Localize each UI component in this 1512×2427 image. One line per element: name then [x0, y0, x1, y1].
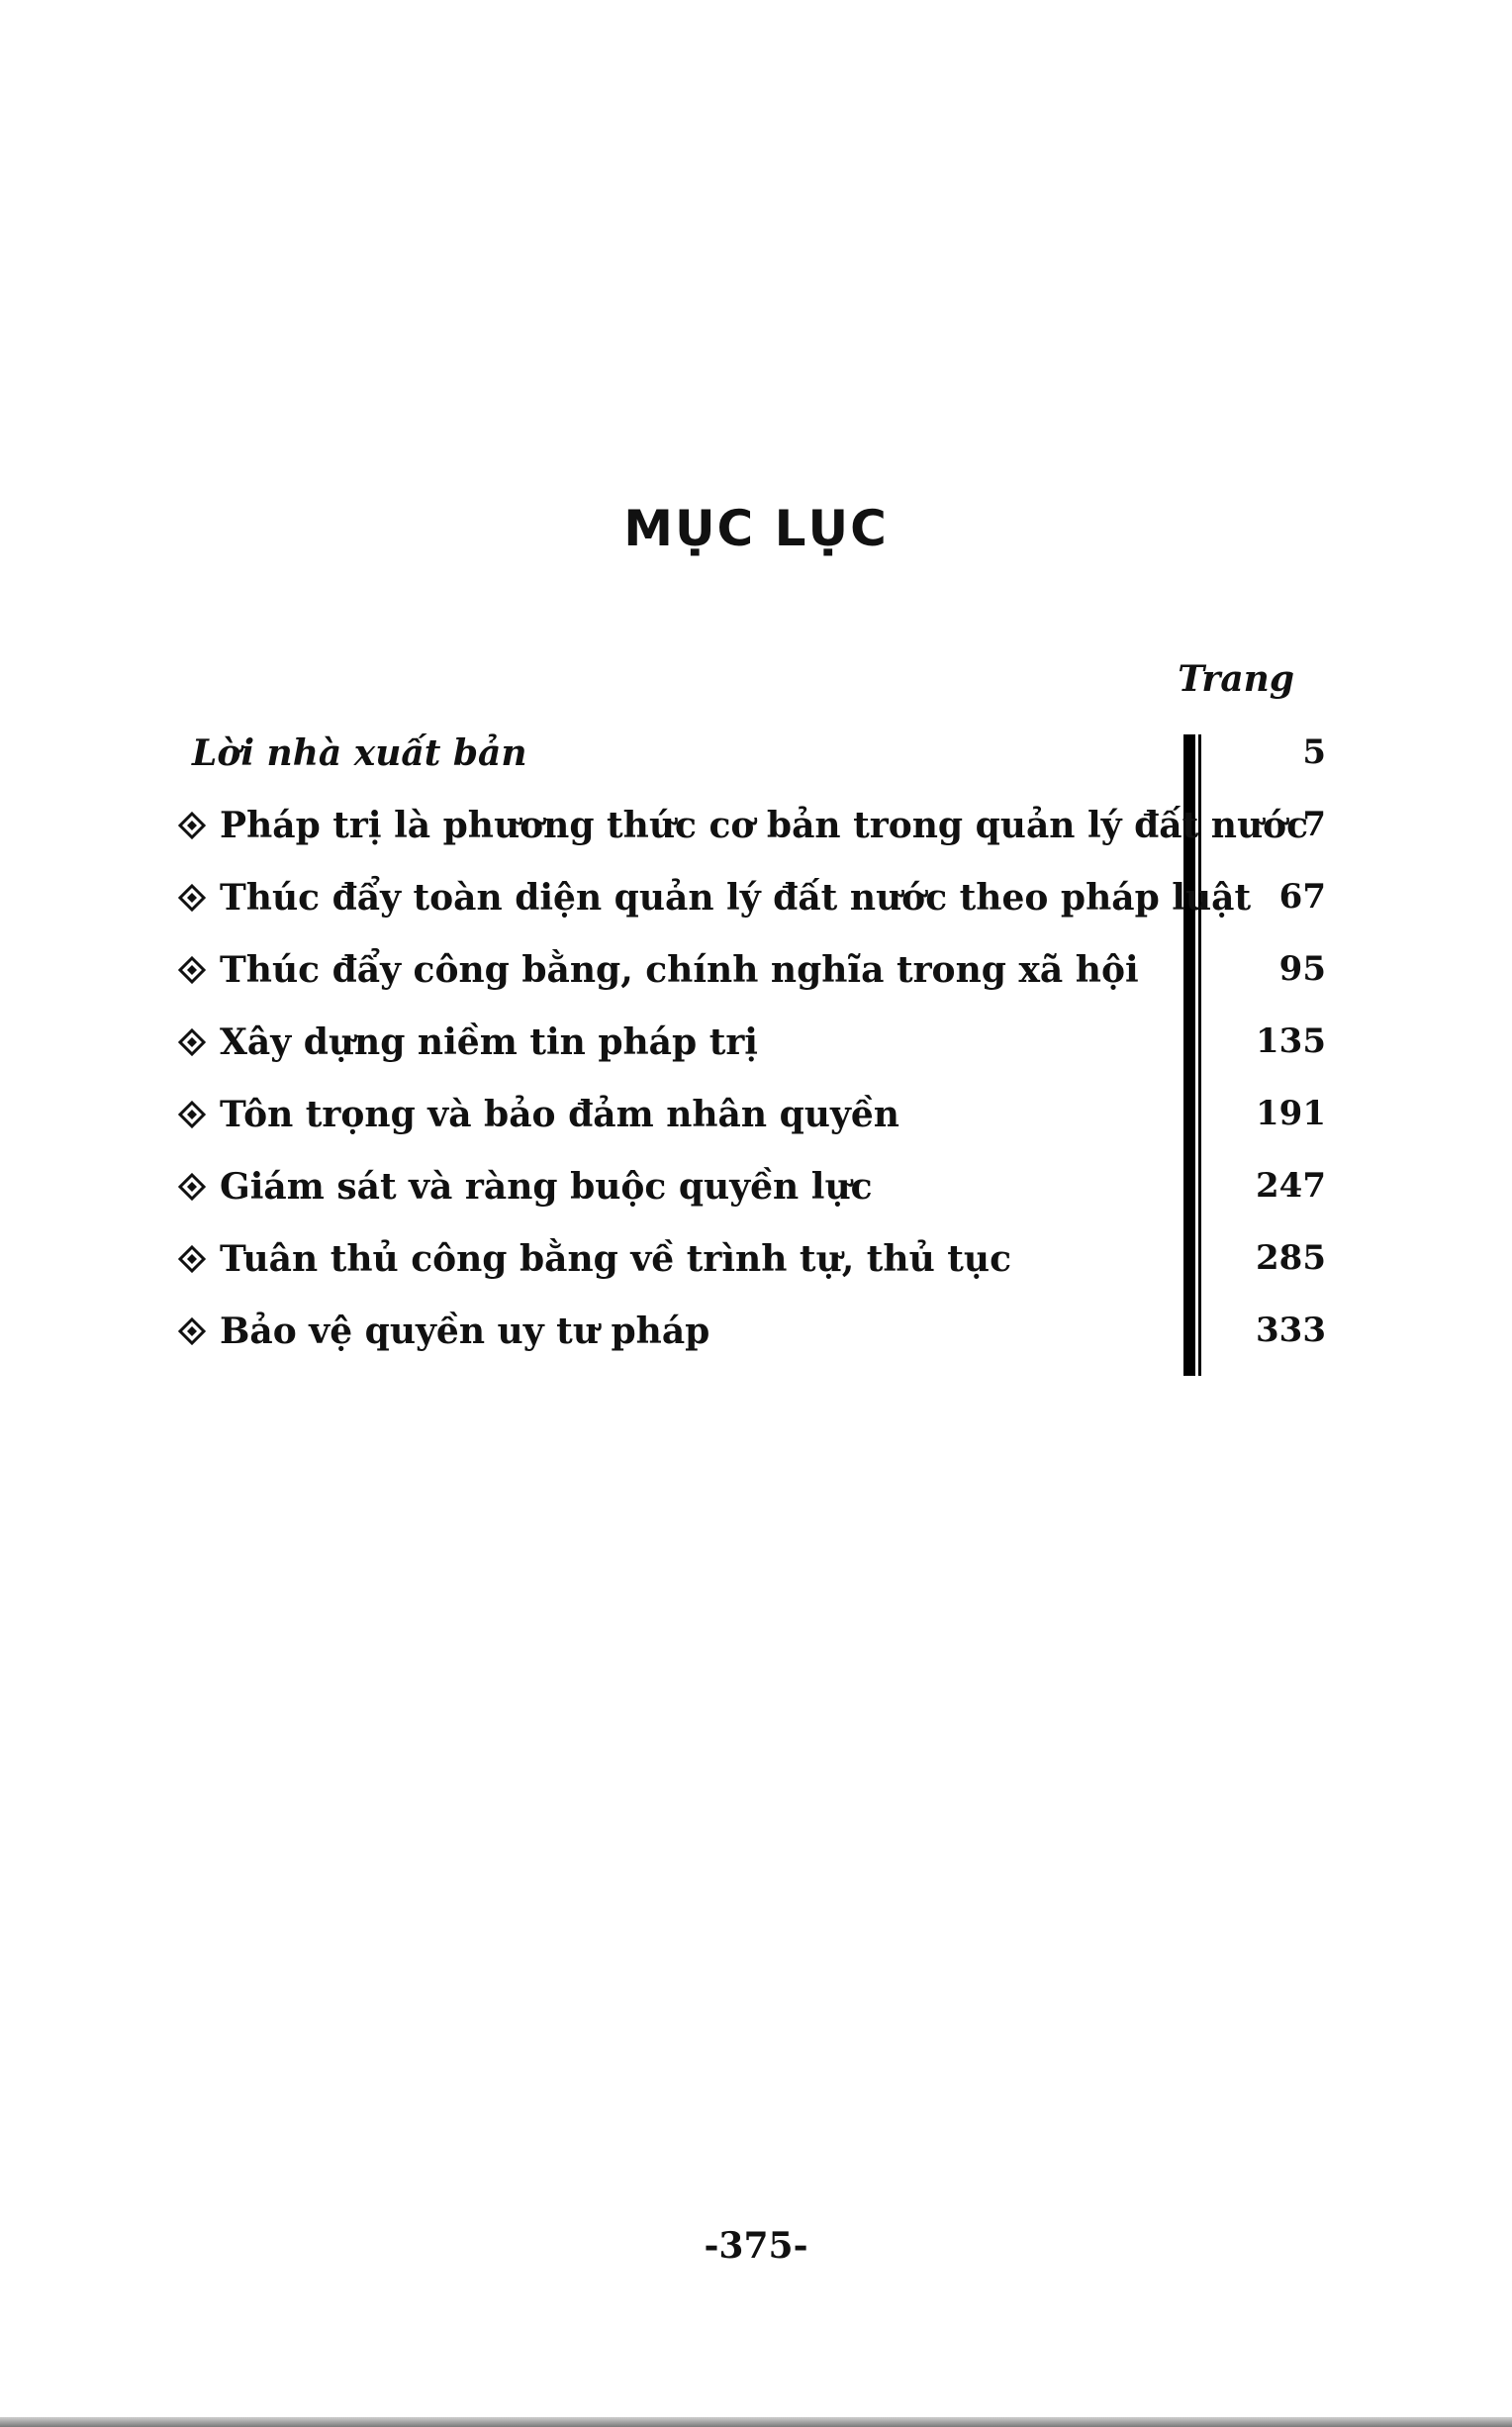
diamond-bullet-icon: [178, 1173, 206, 1201]
toc-entry-title: Xây dựng niềm tin pháp trị: [178, 1021, 758, 1063]
diamond-bullet-icon: [178, 1317, 206, 1345]
toc-entry-9[interactable]: [178, 1311, 1326, 1370]
page-title: MỤC LỤC: [623, 500, 889, 557]
diamond-bullet-icon: [178, 1101, 206, 1128]
toc-entry-title: Pháp trị là phương thức cơ bản trong quản lý đất nước: [178, 805, 1308, 846]
diamond-bullet-icon: [178, 884, 206, 912]
toc-entry-page: 5: [1302, 732, 1326, 772]
diamond-bullet-icon: [178, 812, 206, 839]
toc-entry-3[interactable]: [178, 877, 1326, 936]
diamond-bullet-icon: [178, 956, 206, 984]
toc-entry-page: 135: [1256, 1021, 1326, 1061]
toc-entry-6[interactable]: [178, 1094, 1326, 1153]
toc-entry-page: 247: [1256, 1166, 1326, 1206]
toc-entry-4[interactable]: [178, 949, 1326, 1009]
toc-entry-page: 95: [1278, 949, 1326, 989]
toc-entry-8[interactable]: [178, 1238, 1326, 1298]
toc-entry-page: 285: [1256, 1238, 1326, 1278]
toc-entry-7[interactable]: [178, 1166, 1326, 1225]
toc-entry-title: Giám sát và ràng buộc quyền lực: [178, 1166, 873, 1208]
page-bottom-edge: [0, 2417, 1512, 2427]
toc-entry-page: 333: [1256, 1311, 1326, 1350]
diamond-bullet-icon: [178, 1245, 206, 1273]
diamond-bullet-icon: [178, 1028, 206, 1056]
toc-entry-5[interactable]: [178, 1021, 1326, 1081]
toc-entry-page: 7: [1302, 805, 1326, 844]
page-column-label: Trang: [1178, 658, 1294, 700]
page-number: -375-: [704, 2225, 808, 2267]
toc-entry-page: 191: [1256, 1094, 1326, 1133]
table-of-contents: [178, 732, 1326, 1376]
toc-entry-page: 67: [1278, 877, 1326, 917]
toc-entry-title: Thúc đẩy toàn diện quản lý đất nước theo pháp luật: [178, 877, 1251, 919]
toc-entry-title: Bảo vệ quyền uy tư pháp: [178, 1311, 709, 1352]
toc-entry-title: Tuân thủ công bằng về trình tự, thủ tục: [178, 1238, 1011, 1280]
toc-entry-title: Thúc đẩy công bằng, chính nghĩa trong xã hội: [178, 949, 1139, 991]
toc-entry-title: Lời nhà xuất bản: [192, 732, 527, 774]
toc-entry-1[interactable]: [178, 732, 1326, 792]
toc-entry-2[interactable]: [178, 805, 1326, 864]
toc-entry-title: Tôn trọng và bảo đảm nhân quyền: [178, 1094, 899, 1135]
